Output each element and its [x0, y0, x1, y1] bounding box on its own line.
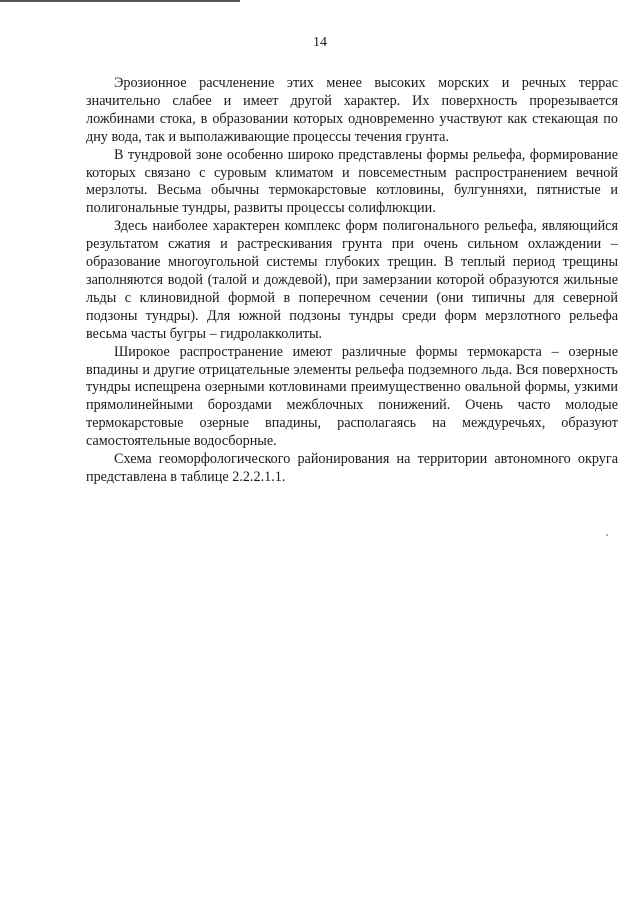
document-body: [86, 75, 618, 487]
scan-speck: [606, 534, 608, 536]
scan-top-edge-line: [0, 0, 240, 2]
paragraph-zoning-scheme: Схема геоморфологического районирования на территории автономного округа представлена в таблице 2.2.2.1.1.: [86, 451, 618, 485]
paragraph-tundra-zone: В тундровой зоне особенно широко представлены формы рельефа, формирование которых связано с суровым климатом и повсеместным распространением вечной мерзлоты. Весьма обычны термокарстовые котловины, булгунняхи, пятнистые и полигональные тундры, развиты процессы солифлюкции.: [86, 146, 618, 217]
paragraph-erosion: Эрозионное расчленение этих менее высоких морских и речных террас значительно слабее и имеет другой характер. Их поверхность прорезывается ложбинами стока, в образовании которых одновременно участвуют как стекающая по дну вода, так и выполаживающие процессы течения грунта.: [86, 75, 618, 145]
paragraph-polygonal-relief: Здесь наиболее характерен комплекс форм полигонального рельефа, являющийся результатом сжатия и растрескивания грунта при очень сильном охлаждении – образование многоугольной системы глубоких трещин. В теплый период трещины заполняются водой (талой и дождевой), при замерзании которой образуются жильные льды с клиновидной формой в поперечном сечении (они типичны для северной подзоны тундры). Для южной подзоны тундры среди форм мерзлотного рельефа весьма часты бугры – гидролакколиты.: [86, 218, 618, 342]
paragraph-thermokarst: Широкое распространение имеют различные формы термокарста – озерные впадины и другие отрицательные элементы рельефа подземного льда. Вся поверхность тундры испещрена озерными котловинами преимущественно овальной формы, узкими прямолинейными бороздами межблочных понижений. Очень часто молодые термокарстовые озерные впадины, располагаясь на междуречьях, образуют самостоятельные водосборные.: [86, 343, 618, 450]
page-number: 14: [313, 35, 327, 50]
